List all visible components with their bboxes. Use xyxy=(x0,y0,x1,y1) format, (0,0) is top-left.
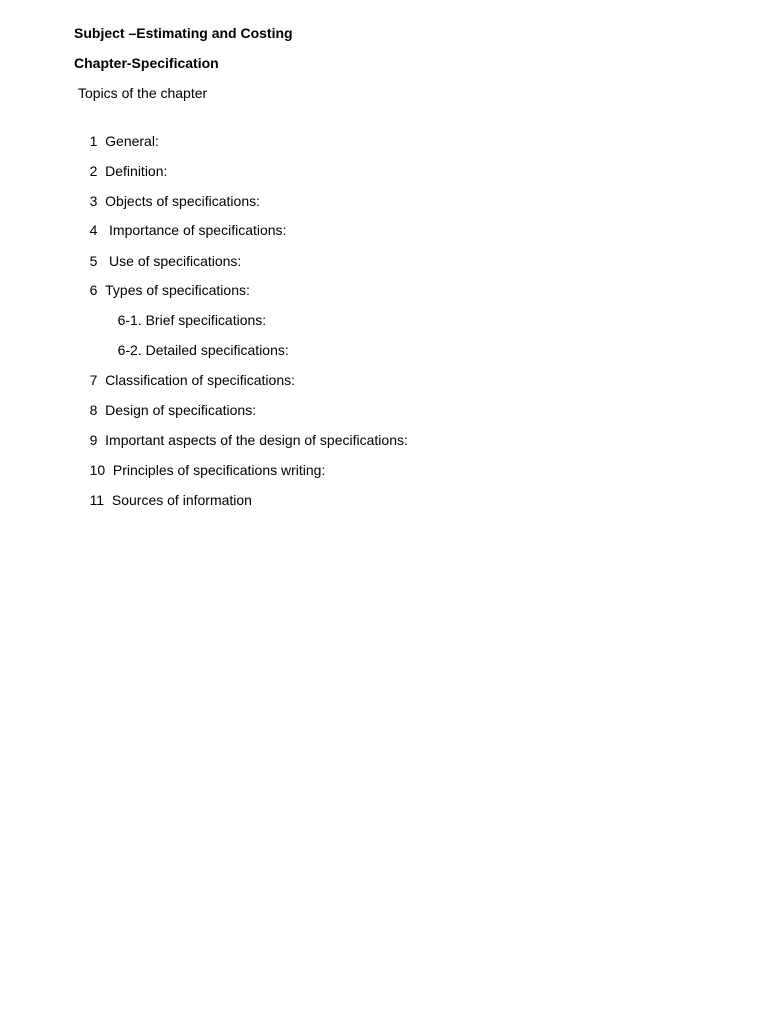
topic-label: Principles of specifications writing: xyxy=(112,462,326,478)
topic-number: 8 xyxy=(89,402,98,418)
topic-label: General: xyxy=(105,133,159,149)
topic-label: Types of specifications: xyxy=(105,282,250,298)
topic-number: 9 xyxy=(89,432,98,448)
topic-label: Definition: xyxy=(105,163,168,179)
chapter-heading: Chapter-Specification xyxy=(74,55,219,71)
topics-heading: Topics of the chapter xyxy=(78,85,208,101)
topic-label: Brief specifications: xyxy=(145,312,267,328)
topic-number: 7 xyxy=(89,372,98,388)
topic-label: Sources of information xyxy=(111,492,252,508)
topic-label: Detailed specifications: xyxy=(145,342,289,358)
topic-number: 11 xyxy=(89,492,105,508)
topic-number: 2 xyxy=(89,163,98,179)
topic-number: 1 xyxy=(89,133,98,149)
topic-number: 6 xyxy=(89,282,98,298)
topic-number: 10 xyxy=(89,462,106,478)
topic-label: Design of specifications: xyxy=(105,402,257,418)
topic-item-sources xyxy=(74,473,252,527)
topic-number: 6-1. xyxy=(117,312,142,328)
topic-label: Importance of specifications: xyxy=(109,222,287,238)
topic-label: Use of specifications: xyxy=(109,253,242,269)
topic-number: 6-2. xyxy=(117,342,142,358)
topic-label: Important aspects of the design of specifications: xyxy=(105,432,408,448)
subject-heading: Subject –Estimating and Costing xyxy=(74,25,293,41)
topic-label: Classification of specifications: xyxy=(105,372,296,388)
topic-number: 4 xyxy=(89,222,98,238)
topic-number: 5 xyxy=(89,253,98,269)
topic-number: 3 xyxy=(89,193,98,209)
topic-label: Objects of specifications: xyxy=(105,193,260,209)
